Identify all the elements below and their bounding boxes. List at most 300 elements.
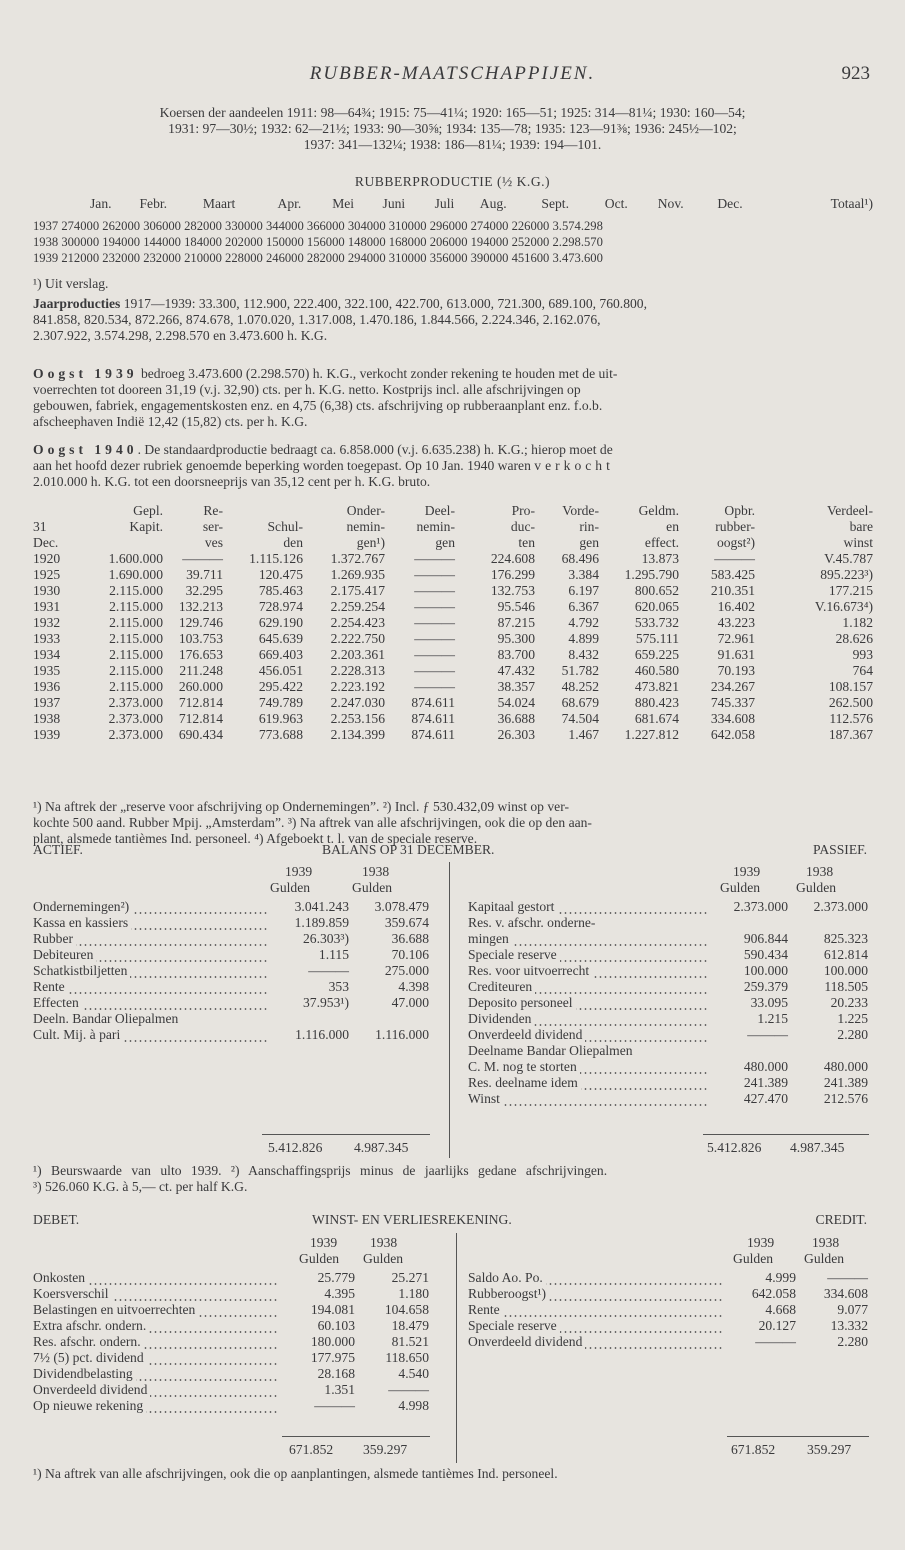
ledger-label (468, 1091, 708, 1107)
ledger-label: Deeln. Bandar Oliepalmen (33, 1011, 179, 1026)
table-cell: 72.961 (717, 631, 755, 646)
ledger-row (468, 1091, 868, 1107)
table-cell: 1934 (33, 647, 61, 662)
table-cell: 2.203.361 (330, 647, 385, 662)
table-cell: 47.432 (497, 663, 535, 678)
winst-gulden-right-2: Gulden (804, 1251, 845, 1266)
table-cell: 211.248 (179, 663, 223, 678)
ledger-label (33, 1270, 279, 1286)
ledger-value-1939: 4.395 (324, 1286, 355, 1301)
oogst1939-line-4: afscheephaven Indië 12,42 (15,82) cts. per h. K.G. (33, 414, 308, 429)
ledger-value-1939: 37.953¹) (303, 995, 349, 1010)
ledger-label (468, 931, 708, 947)
history-header-cell: ves (204, 535, 223, 550)
koersen-line-2: 1931: 97—30½; 1932: 62—21½; 1933: 90—30⅝; 1934: 135—78; 1935: 123—91⅜; 1936: 245½—102; (168, 121, 737, 136)
table-cell: 1.227.812 (624, 727, 679, 742)
history-header-cell: 31 (33, 519, 47, 534)
ledger-value-1938: 118.505 (824, 979, 868, 994)
productie-title: RUBBERPRODUCTIE (½ K.G.) (354, 174, 551, 189)
table-cell: V.16.673⁴) (814, 599, 873, 614)
ledger-value-1939: 1.351 (324, 1382, 355, 1397)
table-row (33, 599, 873, 615)
ledger-value-1938: 18.479 (391, 1318, 429, 1333)
jaarproducties-label: Jaarproducties (33, 296, 121, 311)
ledger-value-1938: 104.658 (384, 1302, 429, 1317)
ledger-value-1939: 26.303³) (303, 931, 349, 946)
ledger-row (468, 1270, 868, 1286)
table-cell: 43.223 (717, 615, 755, 630)
ledger-label-text: Cult. Mij. à pari (33, 1027, 123, 1042)
ledger-value-1939: 33.095 (750, 995, 788, 1010)
balans-actief-table (33, 899, 429, 1043)
month: Juni (382, 196, 406, 211)
table-cell: 642.058 (710, 727, 755, 742)
history-header-cell: Opbr. (724, 503, 755, 518)
ledger-value-1938: 612.814 (823, 947, 868, 962)
ledger-row (33, 979, 429, 995)
table-cell: 4.792 (568, 615, 599, 630)
table-cell: 210.351 (710, 583, 755, 598)
balans-actief-label: ACTIEF. (33, 842, 83, 857)
month-total: Totaal¹) (830, 196, 873, 211)
ledger-label-text: Deposito personeel (468, 995, 576, 1010)
ledger-value-1938: 1.225 (837, 1011, 868, 1026)
history-note-1: ¹) Na aftrek der „reserve voor afschrijving op Ondernemingen”. ²) Incl. ƒ 530.432,09 winst op ver- (33, 799, 569, 814)
ledger-label-text: 7½ (5) pct. dividend (33, 1350, 147, 1365)
month: Maart (202, 196, 236, 211)
month: Aug. (479, 196, 507, 211)
history-header-cell: bare (849, 519, 873, 534)
table-cell: 16.402 (717, 599, 755, 614)
winst-title: WINST- EN VERLIESREKENING. (312, 1212, 512, 1227)
table-cell: 2.115.000 (109, 679, 163, 694)
winst-total-left-1938: 359.297 (363, 1442, 408, 1457)
table-cell: 1930 (33, 583, 61, 598)
table-cell: 4.899 (568, 631, 599, 646)
table-cell: 2.222.750 (330, 631, 385, 646)
table-cell: 629.190 (258, 615, 303, 630)
ledger-label (33, 1318, 279, 1334)
ledger-row (33, 947, 429, 963)
table-cell: 95.546 (497, 599, 535, 614)
ledger-row (468, 947, 868, 963)
table-cell: ——— (714, 551, 755, 566)
history-header-cell: nemin- (416, 519, 455, 534)
ledger-label-text: Extra afschr. ondern. (33, 1318, 149, 1333)
table-cell: 234.267 (710, 679, 755, 694)
ledger-value-1938: 70.106 (391, 947, 429, 962)
ledger-label-text: Schatkistbiljetten (33, 963, 130, 978)
balans-passief-label: PASSIEF. (813, 842, 867, 857)
ledger-value-1939: 177.975 (310, 1350, 355, 1365)
history-header-cell: Pro- (511, 503, 535, 518)
page-number: 923 (841, 63, 870, 84)
ledger-row (468, 963, 868, 979)
balans-total-rule-right (703, 1134, 869, 1135)
winst-debet-label: DEBET. (33, 1212, 80, 1227)
balans-total-left-1938: 4.987.345 (354, 1140, 409, 1155)
ledger-label-text: Saldo Ao. Po. (468, 1270, 546, 1285)
ledger-row (468, 979, 868, 995)
table-cell: 28.626 (835, 631, 873, 646)
ledger-value-1939: ——— (308, 963, 349, 978)
ledger-value-1938: 3.078.479 (374, 899, 429, 914)
table-cell: 112.576 (829, 711, 873, 726)
ledger-label-text: Res. voor uitvoerrecht (468, 963, 592, 978)
table-cell: 2.228.313 (330, 663, 385, 678)
oogst1939-line-3: gebouwen, fabriek, engagementskosten enz. en 4,75 (6,38) cts. afschrijving op rubberaanplant enz. f.o.b. (33, 398, 603, 413)
table-cell: 260.000 (178, 679, 223, 694)
ledger-label-text: Belastingen en uitvoerrechten (33, 1302, 198, 1317)
table-cell: 1.690.000 (108, 567, 163, 582)
ledger-value-1938: 25.271 (391, 1270, 429, 1285)
ledger-value-1939: 480.000 (743, 1059, 788, 1074)
table-cell: 2.175.417 (330, 583, 385, 598)
table-cell: ——— (414, 599, 455, 614)
balans-gulden-right-2: Gulden (796, 880, 837, 895)
winst-year-1938-left: 1938 (370, 1235, 398, 1250)
ledger-value-1938: 275.000 (384, 963, 429, 978)
ledger-value-1938: 2.280 (837, 1334, 868, 1349)
ledger-value-1938: 20.233 (830, 995, 868, 1010)
balans-title: BALANS OP 31 DECEMBER. (322, 842, 495, 857)
ledger-value-1938: 100.000 (823, 963, 868, 978)
ledger-label (468, 1011, 708, 1027)
winst-total-left-1939: 671.852 (289, 1442, 334, 1457)
ledger-row (33, 1286, 429, 1302)
history-header-cell: ten (518, 535, 535, 550)
ledger-row (468, 1302, 868, 1318)
table-cell: 1.372.767 (330, 551, 385, 566)
ledger-row (33, 1366, 429, 1382)
ledger-value-1939: 241.389 (743, 1075, 788, 1090)
ledger-label (468, 1318, 724, 1334)
table-cell: 1920 (33, 551, 61, 566)
jaarproducties-line-1: Jaarproducties 1917—1939: 33.300, 112.900, 222.400, 322.100, 422.700, 613.000, 721.300, 689.100, 760.800, (33, 296, 647, 311)
jaarproducties-line-2: 841.858, 820.534, 872.266, 874.678, 1.070.020, 1.317.008, 1.470.186, 1.844.566, 2.224.346, 2.162.076, (33, 312, 601, 327)
table-cell: 2.373.000 (108, 711, 163, 726)
table-cell: 2.115.000 (109, 583, 163, 598)
table-cell: 645.639 (258, 631, 303, 646)
ledger-label-text: Winst (468, 1091, 503, 1106)
ledger-row (468, 1286, 868, 1302)
table-cell: 95.300 (497, 631, 535, 646)
balans-year-1938-left: 1938 (362, 864, 390, 879)
table-cell: 262.500 (828, 695, 873, 710)
ledger-row (33, 1350, 429, 1366)
balans-note-2: ³) 526.060 K.G. à 5,— ct. per half K.G. (33, 1179, 248, 1194)
history-header-cell (223, 503, 303, 519)
ledger-value-1939: 180.000 (310, 1334, 355, 1349)
ledger-row (33, 1302, 429, 1318)
ledger-label-text: Dividenden (468, 1011, 534, 1026)
table-cell: 2.134.399 (330, 727, 385, 742)
ledger-value-1939: ——— (747, 1027, 788, 1042)
table-cell: 68.496 (561, 551, 599, 566)
table-row (33, 663, 873, 679)
history-header-cell: Deel- (424, 503, 455, 518)
ledger-value-1939: 4.999 (765, 1270, 796, 1285)
oogst1940-line-2: aan het hoofd dezer rubriek genoemde beperking worden toegepast. Op 10 Jan. 1940 waren verkocht (33, 458, 614, 473)
table-cell: 6.367 (568, 599, 599, 614)
month: Febr. (139, 196, 168, 211)
oogst1940-line-1: Oogst 1940. De standaardproductie bedraagt ca. 6.858.000 (v.j. 6.635.238) h. K.G.; hierop moet de (33, 442, 613, 457)
ledger-value-1939: 25.779 (317, 1270, 355, 1285)
balans-year-1939-left: 1939 (285, 864, 313, 879)
table-row (33, 727, 873, 743)
winst-year-1939-right: 1939 (747, 1235, 775, 1250)
table-row (33, 583, 873, 599)
table-cell: 38.357 (497, 679, 535, 694)
ledger-label-text: Onverdeeld dividend (468, 1334, 585, 1349)
table-row (33, 679, 873, 695)
ledger-row (33, 995, 429, 1011)
table-cell: 874.611 (411, 711, 455, 726)
table-row (33, 695, 873, 711)
winst-gulden-left-1: Gulden (299, 1251, 340, 1266)
ledger-label-text: mingen (468, 931, 512, 946)
ledger-label (33, 947, 269, 963)
productie-row-1938: 1938 300000 194000 144000 184000 202000 150000 156000 148000 168000 206000 194000 252000 2.298.570 (33, 235, 603, 249)
history-header-cell: Schul- (267, 519, 303, 534)
ledger-row (468, 1027, 868, 1043)
page-header (0, 63, 905, 89)
table-cell: V.45.787 (824, 551, 873, 566)
ledger-row (468, 915, 868, 931)
table-cell: 1935 (33, 663, 61, 678)
table-row (33, 567, 873, 583)
ledger-value-1938: 480.000 (823, 1059, 868, 1074)
ledger-value-1939: ——— (755, 1334, 796, 1349)
history-header-cell: nemin- (346, 519, 385, 534)
productie-row-1939: 1939 212000 232000 232000 210000 228000 246000 282000 294000 310000 356000 390000 451600 3.473.600 (33, 251, 603, 265)
table-cell: 295.422 (258, 679, 303, 694)
table-cell: 224.608 (490, 551, 535, 566)
ledger-value-1938: 2.373.000 (813, 899, 868, 914)
ledger-value-1939: 1.189.859 (294, 915, 349, 930)
ledger-label (33, 1350, 279, 1366)
table-cell: 745.337 (710, 695, 755, 710)
table-cell: 2.115.000 (109, 631, 163, 646)
table-cell: 993 (852, 647, 873, 662)
balans-total-left-1939: 5.412.826 (268, 1140, 323, 1155)
table-cell: 334.608 (710, 711, 755, 726)
winst-debet-table (33, 1270, 429, 1414)
table-cell: 473.821 (634, 679, 679, 694)
table-cell: ——— (414, 679, 455, 694)
ledger-label-text: Dividendbelasting (33, 1366, 136, 1381)
ledger-value-1939: 1.116.000 (295, 1027, 349, 1042)
history-header-cell (83, 535, 163, 551)
history-header-cell: en (666, 519, 679, 534)
balans-gulden-left-1: Gulden (270, 880, 311, 895)
winst-gulden-left-2: Gulden (363, 1251, 404, 1266)
ledger-value-1939: 590.434 (743, 947, 788, 962)
ledger-row (33, 1382, 429, 1398)
table-cell: 800.652 (634, 583, 679, 598)
ledger-row (468, 931, 868, 947)
ledger-value-1939: 20.127 (758, 1318, 796, 1333)
table-cell: 749.789 (258, 695, 303, 710)
balans-total-rule-left (262, 1134, 430, 1135)
table-cell: 619.963 (258, 711, 303, 726)
history-header-row (33, 535, 873, 551)
ledger-label-text: Ondernemingen²) (33, 899, 132, 914)
ledger-value-1939: 1.215 (757, 1011, 788, 1026)
ledger-label-text: Onverdeeld dividend (33, 1382, 150, 1397)
ledger-label (468, 1027, 708, 1043)
ledger-label-text: Onkosten (33, 1270, 88, 1285)
table-cell: 2.223.192 (330, 679, 385, 694)
ledger-row (33, 1318, 429, 1334)
ledger-value-1938: 212.576 (823, 1091, 868, 1106)
table-row (33, 647, 873, 663)
table-cell: ——— (414, 583, 455, 598)
table-cell: 54.024 (497, 695, 535, 710)
productie-months (90, 196, 873, 212)
ledger-row (33, 1027, 429, 1043)
table-cell: 1.600.000 (108, 551, 163, 566)
table-cell: 68.679 (561, 695, 599, 710)
table-cell: 6.197 (568, 583, 599, 598)
month: Sept. (541, 196, 569, 211)
history-header-cell: duc- (510, 519, 535, 534)
table-cell: 2.253.156 (330, 711, 385, 726)
oogst1939-label: Oogst 1939 (33, 366, 138, 381)
ledger-label (33, 1286, 279, 1302)
ledger-value-1939: 3.041.243 (294, 899, 349, 914)
table-cell: ——— (414, 615, 455, 630)
ledger-value-1938: 9.077 (837, 1302, 868, 1317)
ledger-label-text: Speciale reserve (468, 1318, 560, 1333)
ledger-value-1938: 13.332 (830, 1318, 868, 1333)
ledger-value-1939 (708, 915, 788, 931)
koersen-line-3: 1937: 341—132¼; 1938: 186—81¼; 1939: 194—101. (303, 137, 602, 152)
table-cell: 681.674 (634, 711, 679, 726)
table-cell: ——— (182, 551, 223, 566)
history-header-cell: oogst²) (716, 535, 755, 550)
ledger-label-text: Debiteuren (33, 947, 96, 962)
table-row (33, 551, 873, 567)
history-header-cell: Dec. (33, 535, 59, 550)
table-cell: 712.814 (178, 711, 223, 726)
history-header-cell: Vorde- (562, 503, 599, 518)
table-cell: 36.688 (497, 711, 535, 726)
table-cell: 1932 (33, 615, 61, 630)
table-cell: 3.384 (568, 567, 599, 582)
winst-year-1938-right: 1938 (812, 1235, 840, 1250)
ledger-row (33, 915, 429, 931)
table-cell: 874.611 (411, 695, 455, 710)
table-cell: 2.373.000 (108, 695, 163, 710)
history-header-cell: winst (843, 535, 873, 550)
table-cell: ——— (414, 567, 455, 582)
history-header-cell: rubber- (715, 519, 755, 534)
table-cell: 132.753 (490, 583, 535, 598)
balans-year-1938-right: 1938 (806, 864, 834, 879)
ledger-value-1938: 36.688 (391, 931, 429, 946)
ledger-label-text: Op nieuwe rekening (33, 1398, 146, 1413)
ledger-value-1939: 427.470 (743, 1091, 788, 1106)
ledger-value-1938 (788, 915, 868, 931)
table-cell: 2.373.000 (108, 727, 163, 742)
ledger-row (468, 1011, 868, 1027)
winst-total-rule-right (727, 1436, 869, 1437)
table-cell: 895.223³) (820, 567, 873, 582)
ledger-row (468, 1059, 868, 1075)
table-cell: 728.974 (258, 599, 303, 614)
table-cell: 690.434 (178, 727, 223, 742)
table-cell: 764 (852, 663, 873, 678)
winst-total-right-1938: 359.297 (807, 1442, 852, 1457)
history-table (33, 503, 873, 743)
ledger-label (468, 947, 708, 963)
table-cell: 120.475 (258, 567, 303, 582)
table-cell: 32.295 (185, 583, 223, 598)
ledger-label (468, 963, 708, 979)
ledger-label (33, 995, 269, 1011)
month: Dec. (717, 196, 743, 211)
ledger-value-1938: 47.000 (391, 995, 429, 1010)
table-cell: 48.252 (561, 679, 599, 694)
ledger-row (33, 1011, 429, 1027)
history-header-cell: den (283, 535, 303, 550)
ledger-label (468, 1059, 708, 1075)
table-cell: 1.467 (568, 727, 599, 742)
ledger-value-1938: 359.674 (384, 915, 429, 930)
productie-row-1937: 1937 274000 262000 306000 282000 330000 344000 366000 304000 310000 296000 274000 226000 3.574.298 (33, 219, 603, 233)
table-cell: 177.215 (828, 583, 873, 598)
table-cell: 583.425 (710, 567, 755, 582)
table-cell: 13.873 (641, 551, 679, 566)
history-header-cell: ser- (202, 519, 223, 534)
history-header-cell: gen (435, 535, 455, 550)
table-cell: 1937 (33, 695, 61, 710)
ledger-label: Deelname Bandar Oliepalmen (468, 1043, 633, 1058)
table-cell: 1936 (33, 679, 61, 694)
balans-passief-table (468, 899, 868, 1107)
ledger-row (33, 1270, 429, 1286)
table-cell: 70.193 (717, 663, 755, 678)
ledger-label-text: Rente (33, 979, 68, 994)
balans-total-right-1938: 4.987.345 (790, 1140, 845, 1155)
ledger-label (468, 995, 708, 1011)
ledger-label (468, 1270, 724, 1286)
month: Jan. (90, 196, 112, 211)
history-header-row (33, 503, 873, 519)
table-cell: 1925 (33, 567, 61, 582)
table-row (33, 615, 873, 631)
table-cell: 1.269.935 (330, 567, 385, 582)
history-header-cell: effect. (644, 535, 679, 550)
history-note-3: plant, alsmede tantièmes Ind. personeel. ⁴) Afgeboekt t. l. van de speciale reserve. (33, 831, 478, 846)
table-cell: 2.247.030 (330, 695, 385, 710)
table-cell: ——— (414, 631, 455, 646)
ledger-row (33, 931, 429, 947)
ledger-value-1938: 81.521 (391, 1334, 429, 1349)
month: Apr. (277, 196, 302, 211)
ledger-label (468, 979, 708, 995)
ledger-label (33, 1382, 279, 1398)
ledger-value-1938: 334.608 (823, 1286, 868, 1301)
ledger-label-text: Crediteuren (468, 979, 535, 994)
balans-year-1939-right: 1939 (733, 864, 761, 879)
table-cell: 83.700 (497, 647, 535, 662)
winst-credit-table (468, 1270, 868, 1350)
oogst1940-label: Oogst 1940 (33, 442, 138, 457)
table-cell: 2.115.000 (109, 647, 163, 662)
ledger-value-1939: 2.373.000 (733, 899, 788, 914)
